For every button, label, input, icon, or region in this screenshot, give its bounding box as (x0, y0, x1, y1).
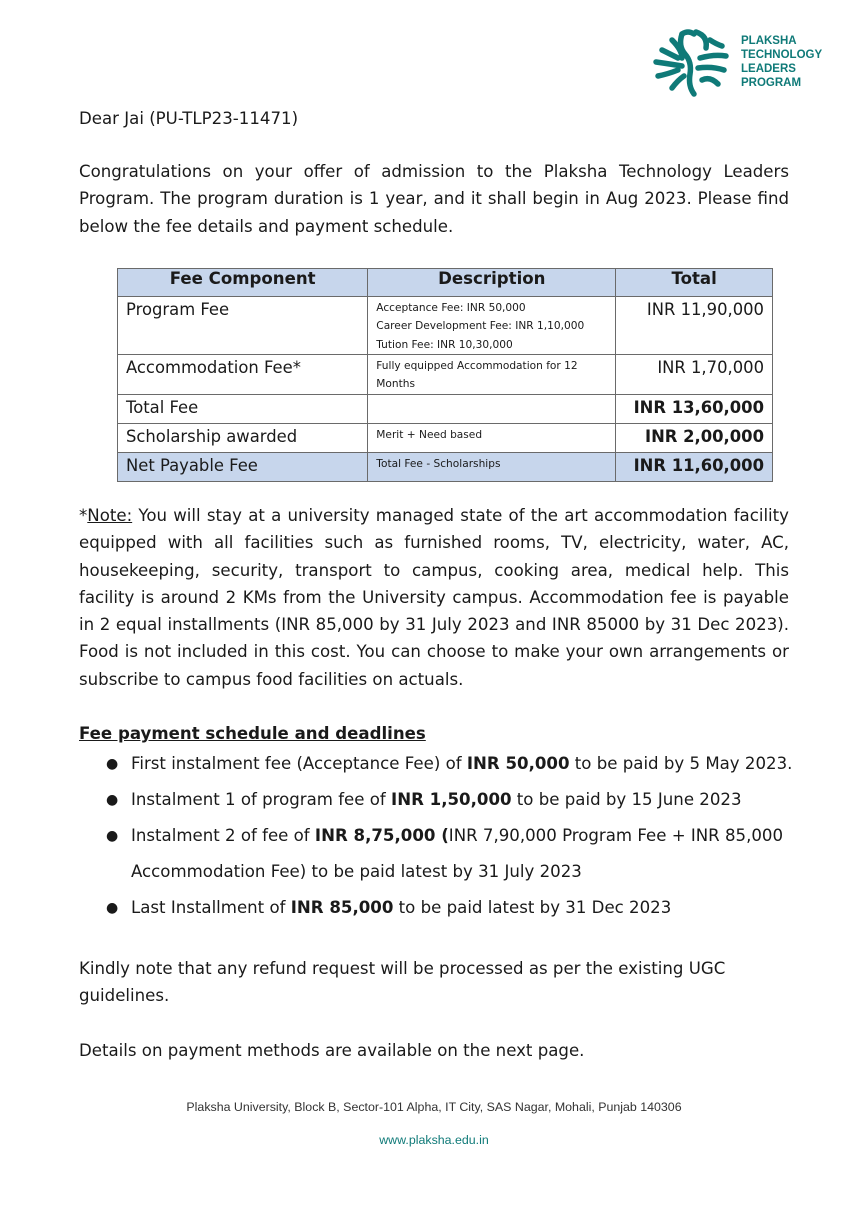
description-cell (368, 394, 616, 423)
description-line: Merit + Need based (376, 428, 483, 441)
payment-details-paragraph: Details on payment methods are available on the next page. (79, 1041, 585, 1060)
description-line: Fully equipped Accommodation for 12 Months (376, 359, 578, 391)
fee-component-cell: Net Payable Fee (118, 452, 368, 481)
intro-paragraph: Congratulations on your offer of admission to the Plaksha Technology Leaders Program. The program duration is 1 year, and it shall begin in Aug 2023. Please find below the fee details and payment schedule. (79, 162, 789, 236)
schedule-list (79, 746, 799, 926)
note-label: Note: (87, 506, 133, 525)
item-text: to be paid by 15 June 2023 (511, 790, 742, 809)
description-cell (368, 297, 616, 355)
column-header-description: Description (368, 269, 616, 297)
column-header-total: Total (616, 269, 773, 297)
description-line: Career Development Fee: INR 1,10,000 (376, 320, 585, 333)
footer-website-link[interactable]: www.plaksha.edu.in (379, 1133, 489, 1147)
list-item (79, 890, 799, 926)
item-amount: INR 85,000 (290, 898, 394, 917)
salutation: Dear Jai (PU-TLP23-11471) (79, 109, 299, 128)
description-line: Acceptance Fee: INR 50,000 (376, 302, 526, 314)
note-text: You will stay at a university managed state of the art accommodation facility equipped with all facilities such as furnished rooms, TV, electricity, water, AC, housekeeping, security, transport to campus, cooking area, medical help. This facility is around 2 KMs from the University campus. Accommodation fee is payable in 2 equal installments (INR 85,000 by 31 July 2023 and INR 85000 by 31 Dec 2023). Food is not included in this cost. You can choose to make your own arrangements or subscribe to campus food facilities on actuals. (79, 506, 789, 689)
footer-address: Plaksha University, Block B, Sector-101 Alpha, IT City, SAS Nagar, Mohali, Punjab 140306 (186, 1100, 682, 1114)
fee-table-header-row (118, 269, 773, 297)
table-row (118, 423, 773, 452)
item-amount: INR 50,000 (466, 754, 570, 773)
bullet-icon: ● (106, 792, 119, 808)
list-item (79, 818, 799, 890)
fee-component-cell: Total Fee (118, 394, 368, 423)
logo-line: PROGRAM (741, 77, 802, 89)
description-cell (368, 354, 616, 394)
bullet-icon: ● (106, 900, 119, 916)
list-item (79, 746, 799, 782)
description-cell (368, 452, 616, 481)
total-cell: INR 13,60,000 (616, 394, 773, 423)
logo-line: TECHNOLOGY (741, 49, 823, 61)
logo-line: PLAKSHA (741, 35, 797, 47)
item-text: Instalment 1 of program fee of (131, 790, 392, 809)
item-text: to be paid latest by 31 Dec 2023 (393, 898, 672, 917)
column-header-fee-component: Fee Component (118, 269, 368, 297)
logo-line: LEADERS (741, 63, 796, 75)
table-row (118, 297, 773, 355)
fee-table (117, 268, 773, 482)
table-row (118, 394, 773, 423)
total-cell: INR 1,70,000 (616, 354, 773, 394)
item-text: INR 7,90,000 Program Fee + INR 85,000 Accommodation Fee) to be paid latest by 31 July 2023 (131, 826, 784, 881)
plaksha-logo-mark-icon (652, 28, 732, 98)
total-cell: INR 11,90,000 (616, 297, 773, 355)
fee-component-cell: Scholarship awarded (118, 423, 368, 452)
refund-paragraph: Kindly note that any refund request will be processed as per the existing UGC guidelines. (79, 959, 726, 1006)
table-row (118, 354, 773, 394)
bullet-icon: ● (106, 828, 119, 844)
logo-wordmark (741, 34, 822, 90)
item-text: Last Installment of (131, 898, 291, 917)
item-text: to be paid by 5 May 2023. (569, 754, 793, 773)
description-cell (368, 423, 616, 452)
plaksha-logo (652, 28, 832, 98)
total-cell: INR 2,00,000 (616, 423, 773, 452)
bullet-icon: ● (106, 756, 119, 772)
schedule-heading: Fee payment schedule and deadlines (79, 724, 426, 743)
note-asterisk: * (79, 506, 88, 525)
description-line: Total Fee - Scholarships (376, 457, 501, 470)
item-amount: INR 8,75,000 ( (314, 826, 449, 845)
item-text: Instalment 2 of fee of (131, 826, 315, 845)
table-row (118, 452, 773, 481)
item-text: First instalment fee (Acceptance Fee) of (131, 754, 467, 773)
total-cell: INR 11,60,000 (616, 452, 773, 481)
description-line: Tution Fee: INR 10,30,000 (376, 338, 513, 351)
list-item (79, 782, 799, 818)
accommodation-note (79, 502, 789, 693)
fee-component-cell: Accommodation Fee* (118, 354, 368, 394)
fee-component-cell: Program Fee (118, 297, 368, 355)
item-amount: INR 1,50,000 (391, 790, 512, 809)
